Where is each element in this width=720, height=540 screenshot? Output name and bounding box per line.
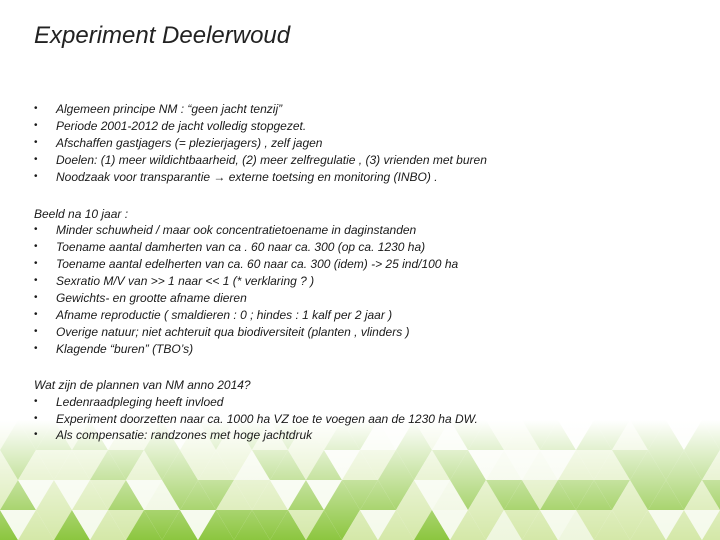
- bullet-list-results: [34, 222, 684, 357]
- list-item: • Toename aantal damherten van ca . 60 naar ca. 300 (op ca. 1230 ha): [34, 239, 684, 256]
- list-item: • Toename aantal edelherten van ca. 60 naar ca. 300 (idem) -> 25 ind/100 ha: [34, 256, 684, 273]
- list-item: • Doelen: (1) meer wildichtbaarheid, (2) meer zelfregulatie , (3) vrienden met buren: [34, 152, 684, 169]
- bullet-list-plans: [34, 394, 684, 445]
- list-item: • Periode 2001-2012 de jacht volledig stopgezet.: [34, 118, 684, 135]
- section-heading-results: Beeld na 10 jaar :: [34, 206, 129, 221]
- list-item: • Algemeen principe NM : “geen jacht tenzij”: [34, 101, 684, 118]
- list-item: • Als compensatie: randzones met hoge jachtdruk: [34, 427, 684, 444]
- slide-body: [34, 101, 684, 444]
- list-item: • Sexratio M/V van >> 1 naar << 1 (* verklaring ? ): [34, 273, 684, 290]
- list-item: • Minder schuwheid / maar ook concentratietoename in daginstanden: [34, 222, 684, 239]
- list-item: • Afschaffen gastjagers (= plezierjagers) , zelf jagen: [34, 135, 684, 152]
- section-heading-plans: Wat zijn de plannen van NM anno 2014?: [34, 377, 251, 392]
- list-item: • Experiment doorzetten naar ca. 1000 ha VZ toe te voegen aan de 1230 ha DW.: [34, 411, 684, 428]
- list-item: • Klagende “buren” (TBO’s): [34, 341, 684, 358]
- list-item: • Afname reproductie ( smaldieren : 0 ; hindes : 1 kalf per 2 jaar ): [34, 307, 684, 324]
- bullet-list-principles: [34, 101, 684, 186]
- list-item: • Ledenraadpleging heeft invloed: [34, 394, 684, 411]
- page-title: Experiment Deelerwoud: [34, 22, 291, 49]
- list-item: • Gewichts- en grootte afname dieren: [34, 290, 684, 307]
- list-item: • Noodzaak voor transparantie → externe toetsing en monitoring (INBO) .: [34, 169, 684, 186]
- list-item: • Overige natuur; niet achteruit qua biodiversiteit (planten , vlinders ): [34, 324, 684, 341]
